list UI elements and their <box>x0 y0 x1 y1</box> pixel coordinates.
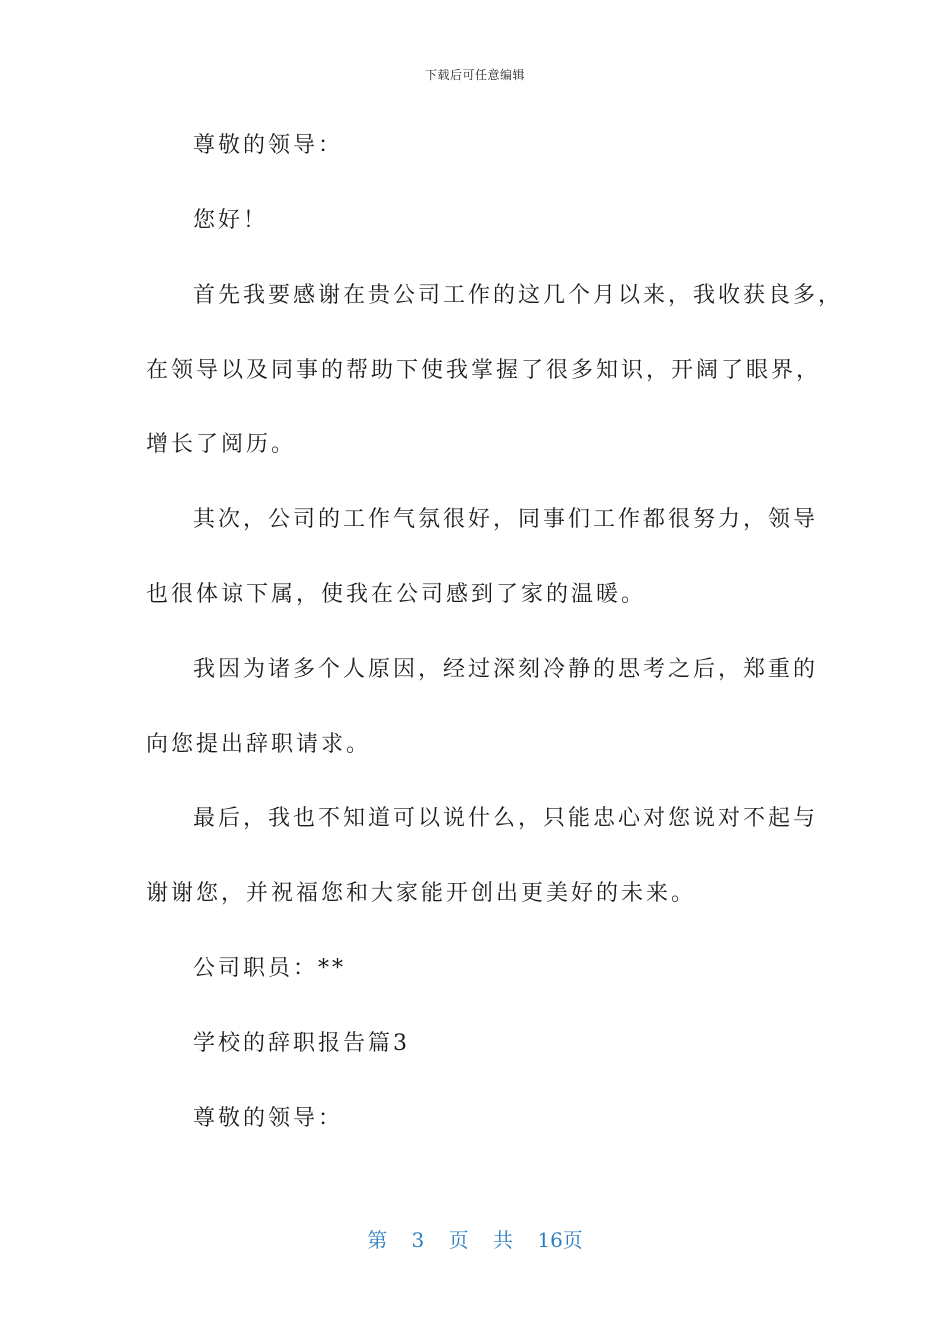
paragraph-line: 其次，公司的工作气氛很好，同事们工作都很努力，领导 <box>193 507 819 532</box>
paragraph-line: 增长了阅历。 <box>146 432 297 457</box>
footer-total-pages: 16页 <box>537 1228 583 1252</box>
salutation-line: 尊敬的领导： <box>193 1106 344 1131</box>
paragraph-line: 谢谢您，并祝福您和大家能开创出更美好的未来。 <box>146 881 697 906</box>
page-number-footer <box>0 1224 950 1253</box>
footer-ye: 页 <box>448 1228 469 1252</box>
paragraph-line: 也很体谅下属，使我在公司感到了家的温暖。 <box>146 582 647 607</box>
signature-line: 公司职员：** <box>193 956 347 981</box>
paragraph-line: 首先我要感谢在贵公司工作的这几个月以来，我收获良多， <box>193 283 844 308</box>
paragraph-line: 最后，我也不知道可以说什么，只能忠心对您说对不起与 <box>193 806 819 831</box>
paragraph-line: 向您提出辞职请求。 <box>146 732 372 757</box>
section-title: 学校的辞职报告篇3 <box>193 1031 410 1056</box>
paragraph-line: 我因为诸多个人原因，经过深刻冷静的思考之后，郑重的 <box>193 657 819 682</box>
footer-page-number: 3 <box>411 1228 425 1252</box>
salutation-line: 尊敬的领导： <box>193 133 344 158</box>
greeting-line: 您好！ <box>193 208 269 233</box>
footer-gong: 共 <box>493 1228 513 1252</box>
page-header: 下载后可任意编辑 <box>424 68 525 82</box>
footer-di: 第 <box>367 1228 388 1252</box>
paragraph-line: 在领导以及同事的帮助下使我掌握了很多知识，开阔了眼界， <box>146 358 822 383</box>
